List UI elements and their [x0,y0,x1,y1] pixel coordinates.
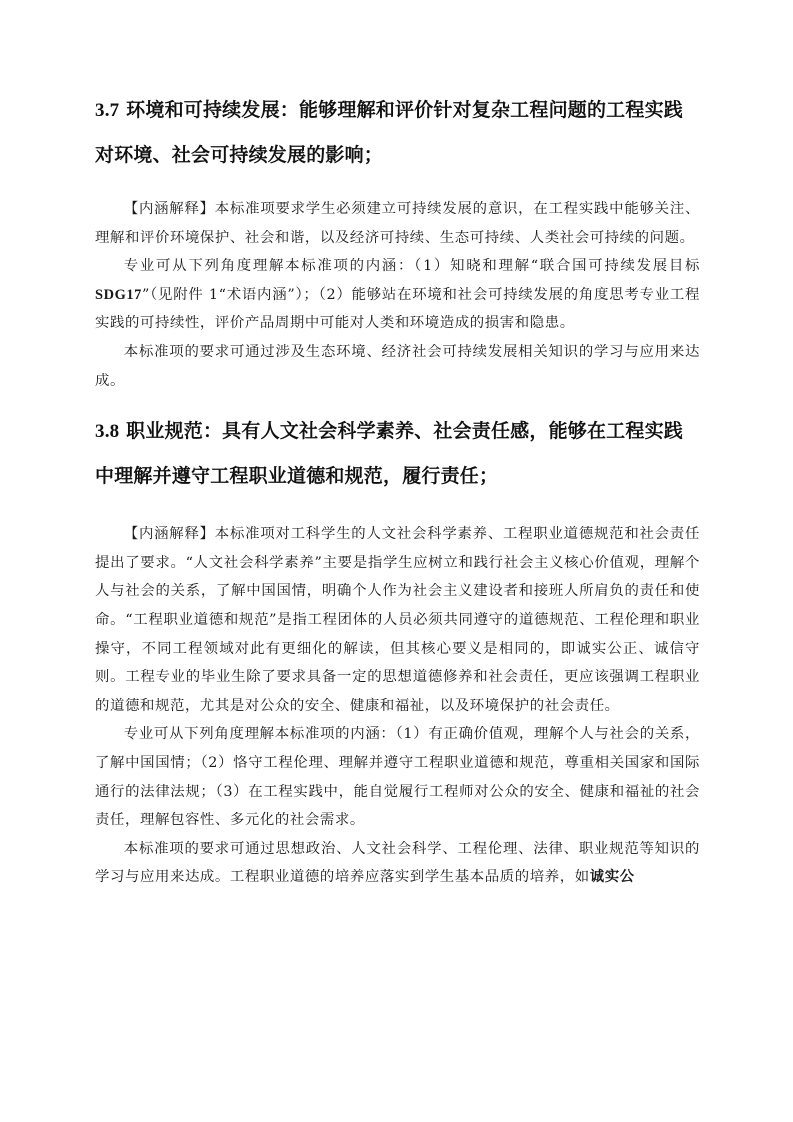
paragraph-achievement [95,835,700,892]
paragraph-connotation: 【内涵解释】本标准项要求学生必须建立可持续发展的意识，在工程实践中能够关注、理解和评价环境保护、社会和谐，以及经济可持续、生态可持续、人类社会可持续的问题。 [95,201,700,246]
paragraph-perspectives [95,252,700,338]
paragraph-connotation: 【内涵解释】本标准项对工科学生的人文社会科学素养、工程职业道德规范和社会责任提出了要求。“人文社会科学素养”主要是指学生应树立和践行社会主义核心价值观，理解个人与社会的关系，了解中国国情，明确个人作为社会主义建设者和接班人所肩负的责任和使命。“工程职业道德和规范”是指工程团体的人员必须共同遵守的道德规范、工程伦理和职业操守，不同工程领域对此有更细化的解读，但其核心要义是相同的，即诚实公正、诚信守则。工程专业的毕业生除了要求具备一定的思想道德修养和社会责任，更应该强调工程职业的道德和规范，尤其是对公众的安全、健康和福祉，以及环境保护的社会责任。 [95,526,700,714]
bold-term-sdg17: SDG17 [95,286,142,303]
bold-text: 诚实公 [589,869,635,886]
text-run: 专业可从下列角度理解本标准项的内涵：（1）知晓和理解“联合国可持续发展目标 [123,258,700,275]
section-3-7-heading [95,88,700,177]
section-title: 环境和可持续发展：能够理解和评价针对复杂工程问题的工程实践对环境、社会可持续发展的影响； [95,99,683,166]
paragraph-perspectives: 专业可从下列角度理解本标准项的内涵：（1）有正确价值观，理解个人与社会的关系，了解中国国情；（2）恪守工程伦理、理解并遵守工程职业道德和规范，尊重相关国家和国际通行的法律法规；（3）在工程实践中，能自觉履行工程师对公众的安全、健康和福祉的社会责任，理解包容性、多元化的社会需求。 [95,726,700,829]
section-number: 3.7 [95,100,120,121]
text-run: ”（见附件 1“术语内涵”）；（2）能够站在环境和社会可持续发展的角度思考专业工程实践的可持续性，评价产品周期中可能对人类和环境造成的损害和隐患。 [95,286,700,332]
section-3-8-heading [95,409,700,498]
document-page [95,80,700,892]
section-number: 3.8 [95,421,120,443]
paragraph-achievement: 本标准项的要求可通过涉及生态环境、经济社会可持续发展相关知识的学习与应用来达成。 [95,343,700,389]
section-title: 职业规范：具有人文社会科学素养、社会责任感，能够在工程实践中理解并遵守工程职业道德和规范，履行责任； [95,420,683,488]
text-run: 本标准项的要求可通过思想政治、人文社会科学、工程伦理、法律、职业规范等知识的学习与应用来达成。工程职业道德的培养应落实到学生基本品质的培养，如 [95,840,700,886]
